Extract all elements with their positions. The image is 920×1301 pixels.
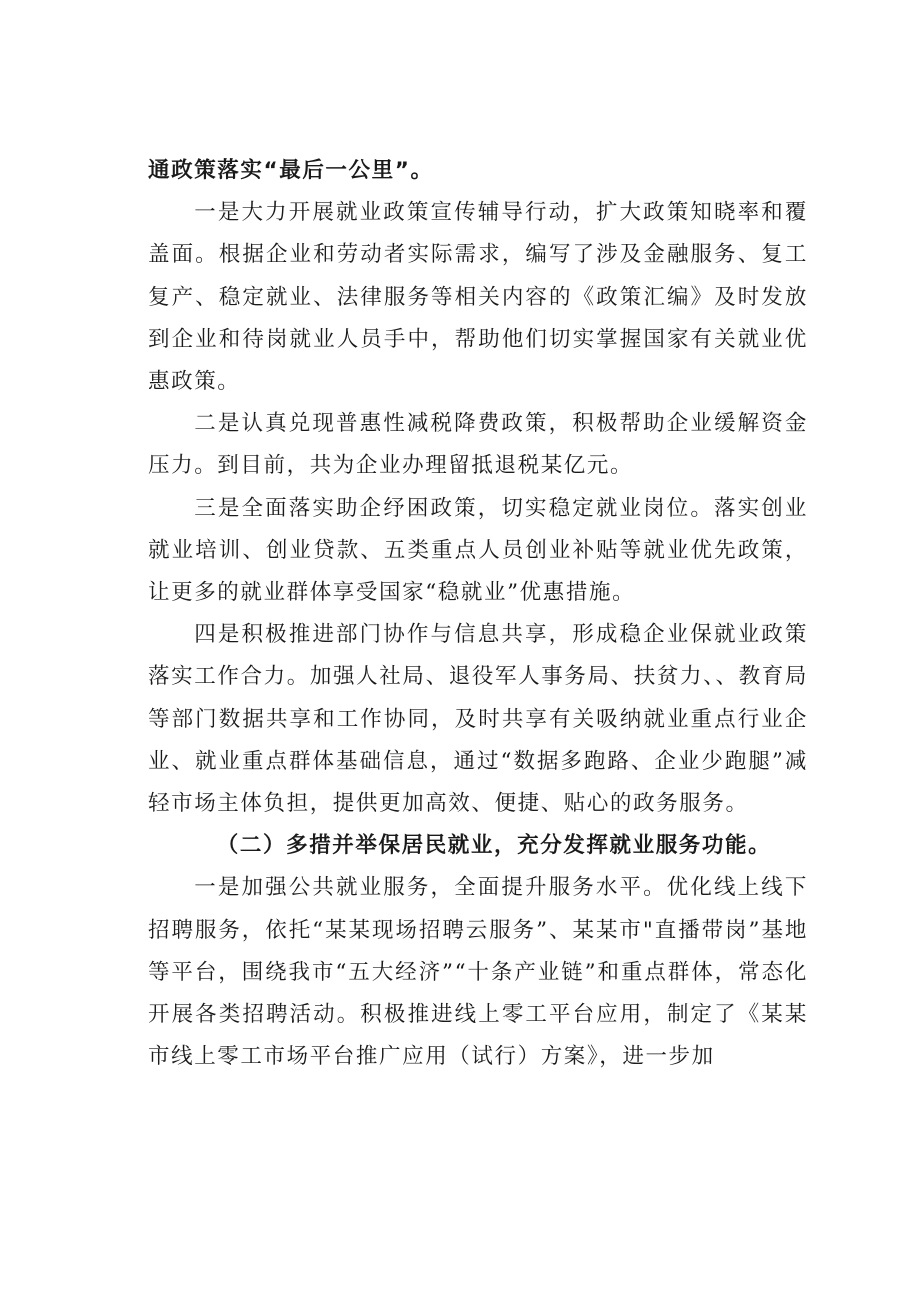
paragraph-continuation: 通政策落实“最后一公里”。 xyxy=(148,158,434,183)
paragraph-tax-reduction: 二是认真兑现普惠性减税降费政策，积极帮助企业缓解资金压力。到目前，共为企业办理留抵退税某亿元。 xyxy=(148,411,808,479)
paragraph-enterprise-relief: 三是全面落实助企纾困政策，切实稳定就业岗位。落实创业就业培训、创业贷款、五类重点人员创业补贴等就业优先政策，让更多的就业群体享受国家“稳就业”优惠措施。 xyxy=(148,495,808,606)
paragraph-department-cooperation: 四是积极推进部门协作与信息共享，形成稳企业保就业政策落实工作合力。加强人社局、退役军人事务局、扶贫力、、教育局等部门数据共享和工作协同，及时共享有关吸纳就业重点行业企业、就业重点群体基础信息，通过“数据多跑路、企业少跑腿”减轻市场主体负担，提供更加高效、便捷、贴心的政务服务。 xyxy=(148,622,808,817)
paragraph-public-employment-service: 一是加强公共就业服务，全面提升服务水平。优化线上线下招聘服务，依托“某某现场招聘云服务”、某某市"直播带岗”基地等平台，围绕我市“五大经济”“十条产业链”和重点群体，常态化开展各类招聘活动。积极推进线上零工平台应用，制定了《某某市线上零工市场平台推广应用（试行）方案》，进一步加 xyxy=(148,875,808,1070)
section-heading: （二）多措并举保居民就业，充分发挥就业服务功能。 xyxy=(216,833,772,859)
document-page xyxy=(148,150,808,1078)
paragraph-policy-publicity: 一是大力开展就业政策宣传辅导行动，扩大政策知晓率和覆盖面。根据企业和劳动者实际需求，编写了涉及金融服务、复工复产、稳定就业、法律服务等相关内容的《政策汇编》及时发放到企业和待岗就业人员手中，帮助他们切实掌握国家有关就业优惠政策。 xyxy=(148,200,808,395)
